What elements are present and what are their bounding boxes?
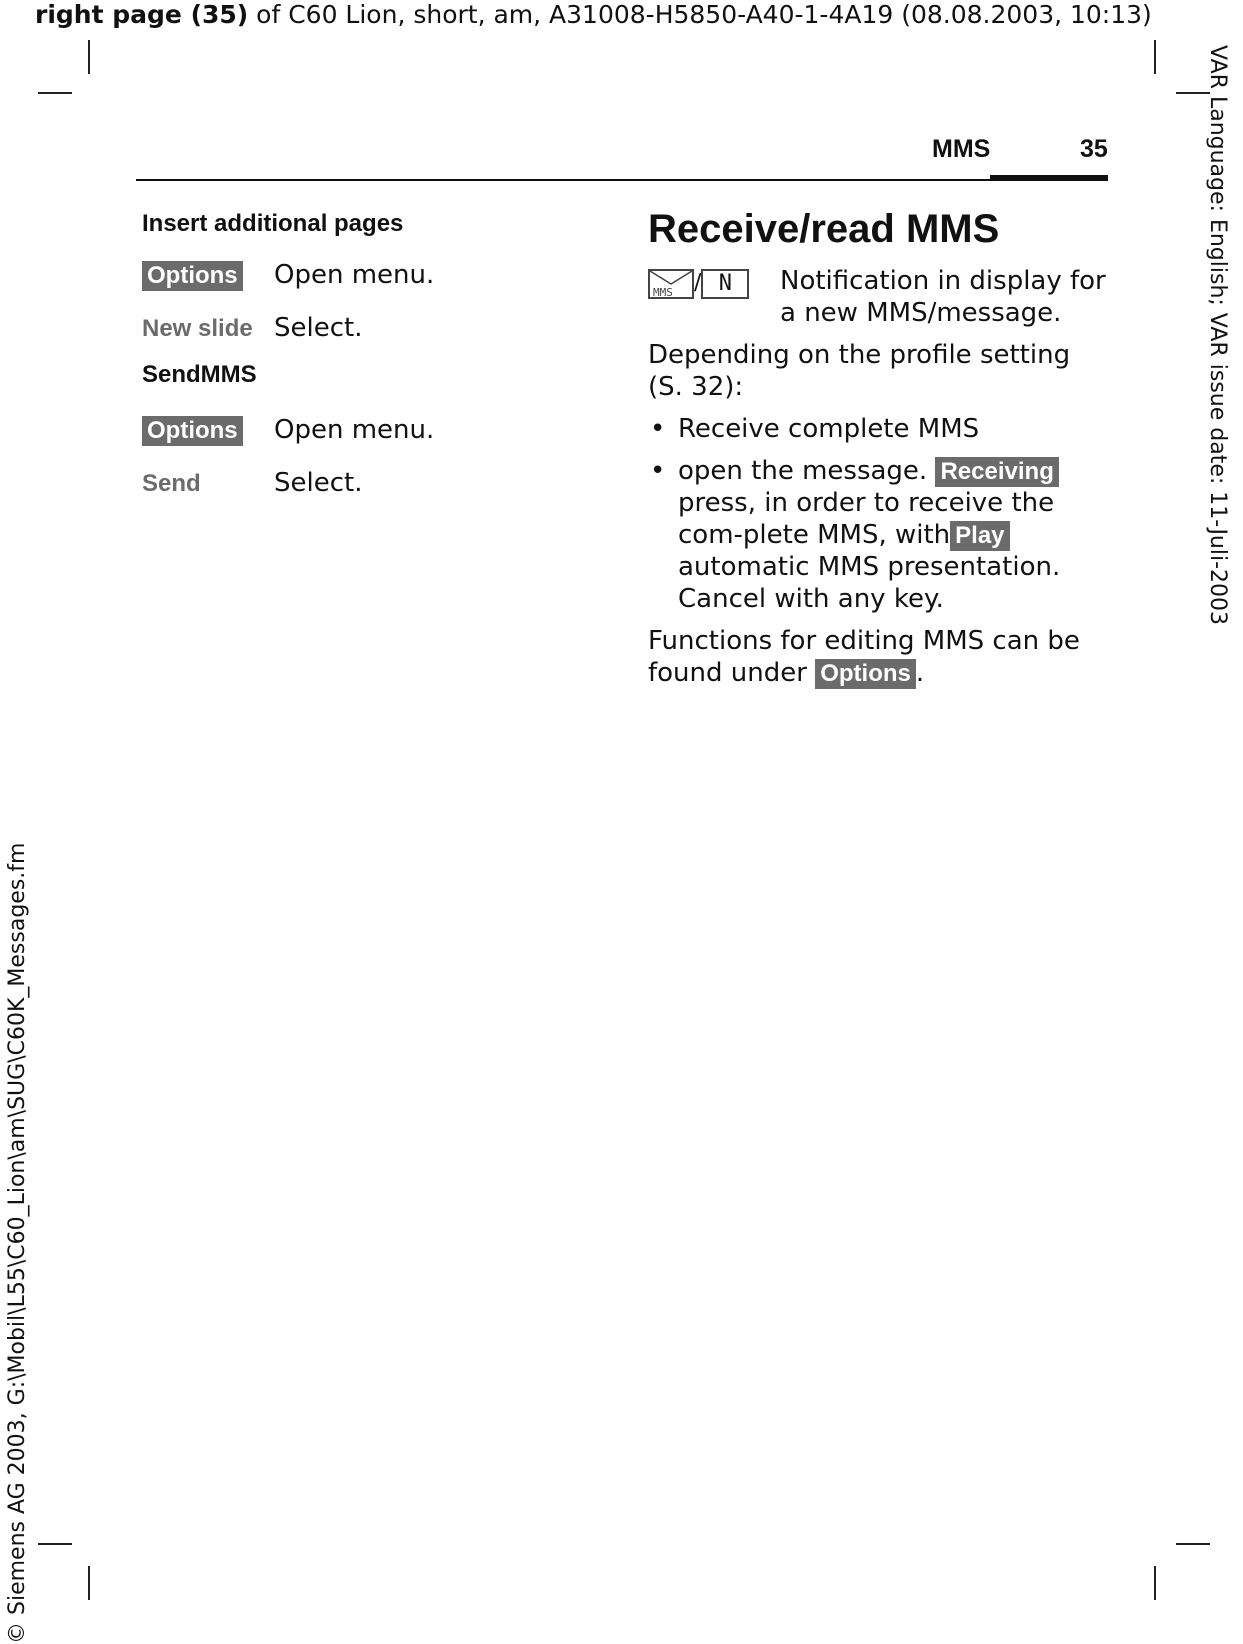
- crop-mark: [1154, 1566, 1156, 1600]
- instruction-row: [142, 260, 582, 291]
- crop-mark: [1176, 1543, 1210, 1545]
- options-softkey[interactable]: Options: [142, 261, 243, 291]
- option-list: [648, 413, 1108, 615]
- options-softkey[interactable]: Options: [815, 659, 916, 689]
- instruction-desc: Open menu.: [274, 260, 435, 290]
- page-number: 35: [1080, 135, 1108, 163]
- options-softkey[interactable]: Options: [142, 416, 243, 446]
- list-item: [648, 413, 1108, 445]
- header-rule: [136, 179, 1108, 181]
- crop-mark: [88, 1566, 90, 1600]
- document-info-line: [35, 0, 1152, 29]
- crop-mark: [38, 92, 72, 94]
- instruction-desc: Select.: [274, 313, 363, 343]
- document-info-bold: right page (35): [35, 0, 249, 29]
- side-text-right: VAR Language: English; VAR issue date: 11-Juli-2003: [1205, 45, 1230, 626]
- list-item-text: press, in order to receive the com-plete MMS, with: [678, 488, 1055, 550]
- list-item-text: automatic MMS presentation. Cancel with any key.: [678, 552, 1061, 614]
- insert-pages-heading: Insert additional pages: [142, 210, 404, 237]
- message-n-icon: N: [701, 269, 749, 299]
- new-slide-menu-item[interactable]: New slide: [142, 315, 253, 342]
- right-column: [648, 205, 1108, 689]
- left-column: [142, 210, 582, 498]
- functions-text: [648, 625, 1108, 689]
- section-title: MMS: [932, 135, 991, 163]
- crop-mark: [38, 1543, 72, 1545]
- mms-envelope-icon: [648, 269, 694, 299]
- instruction-row: [142, 313, 582, 343]
- list-item-text: open the message.: [678, 456, 928, 486]
- side-text-left: © Siemens AG 2003, G:\Mobil\L55\C60_Lion\am\SUG\C60K_Messages.fm: [5, 842, 30, 1644]
- list-item: [648, 455, 1108, 615]
- notification-text: Notification in display for a new MMS/message.: [780, 266, 1106, 328]
- section-heading: Receive/read MMS: [648, 207, 1000, 251]
- play-softkey[interactable]: Play: [950, 521, 1009, 551]
- instruction-desc: Open menu.: [274, 415, 435, 445]
- instruction-row: [142, 415, 582, 446]
- functions-text-b: .: [915, 658, 925, 688]
- instruction-row: [142, 468, 582, 498]
- document-info-rest: of C60 Lion, short, am, A31008-H5850-A40-1-4A19 (08.08.2003, 10:13): [248, 0, 1152, 29]
- receiving-softkey[interactable]: Receiving: [935, 457, 1058, 487]
- instruction-desc: Select.: [274, 468, 363, 498]
- crop-mark: [88, 40, 90, 74]
- send-menu-item[interactable]: Send: [142, 470, 201, 497]
- crop-mark: [1154, 40, 1156, 74]
- icon-separator: /: [694, 270, 702, 296]
- list-item-text: Receive complete MMS: [678, 414, 980, 444]
- header-rule-accent: [990, 175, 1108, 181]
- mms-icon-label: MMS: [653, 285, 673, 299]
- send-mms-heading: SendMMS: [142, 361, 257, 388]
- functions-text-a: Functions for editing MMS can be found under: [648, 626, 1080, 688]
- profile-setting-text: Depending on the profile setting (S. 32):: [648, 340, 1071, 402]
- notification-row: [648, 265, 1108, 329]
